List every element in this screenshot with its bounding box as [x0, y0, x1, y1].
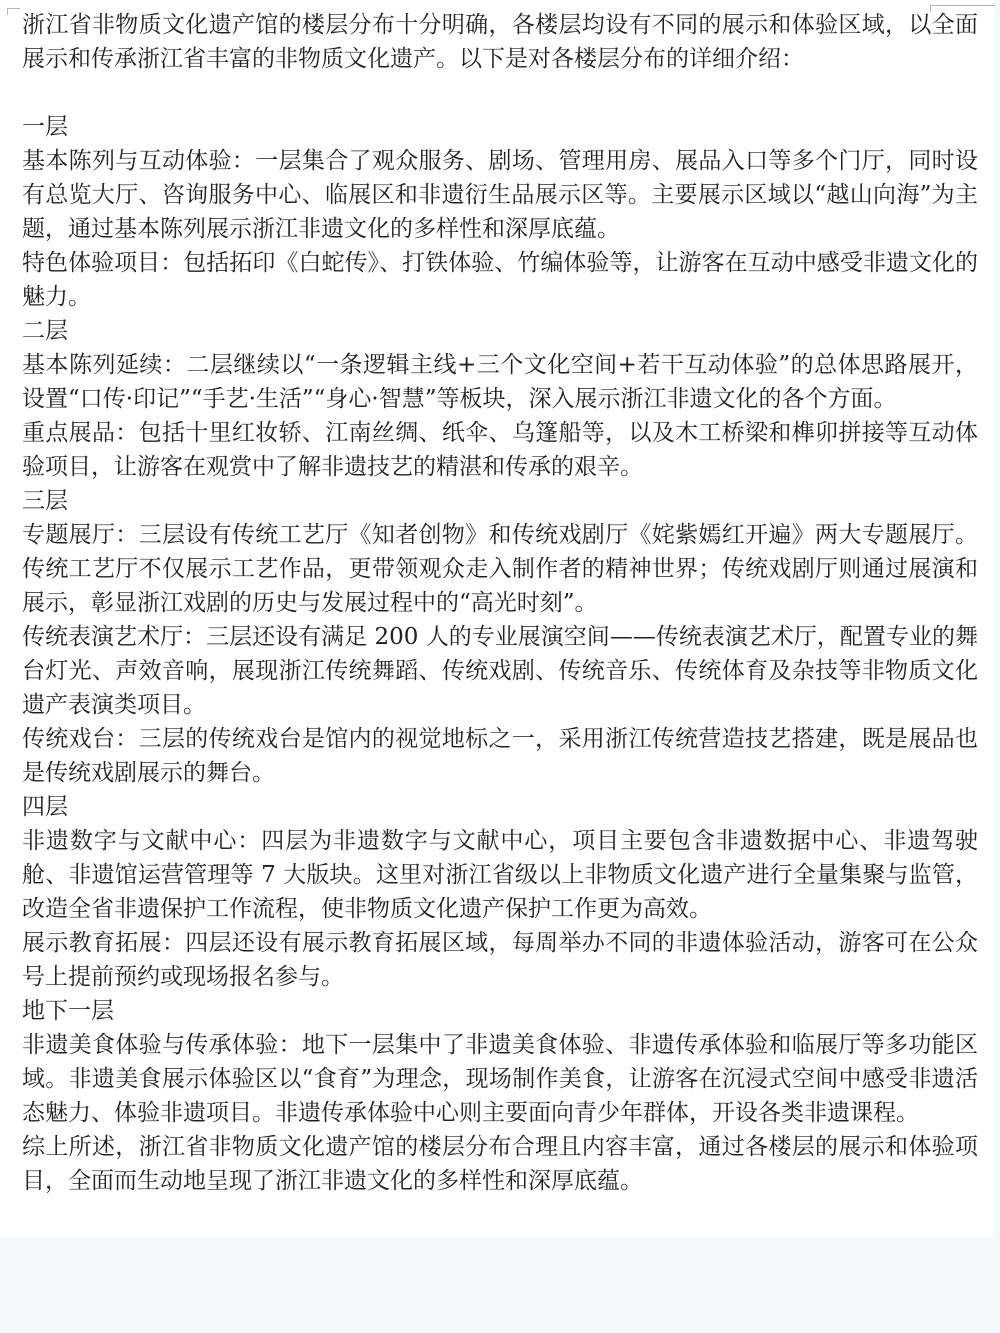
heading-floor-3: 三层: [22, 488, 68, 514]
floor-3-performance-paragraph: 传统表演艺术厅：三层还设有满足 200 人的专业展演空间——传统表演艺术厅，配置专业的舞台灯光、声效音响，展现浙江传统舞蹈、传统戏剧、传统音乐、传统体育及杂技等非物质文化遗产表演类项目。: [22, 624, 978, 718]
floor-3-special-hall-paragraph: 专题展厅：三层设有传统工艺厅《知者创物》和传统戏剧厅《姹紫嫣红开遍》两大专题展厅。传统工艺厅不仅展示工艺作品，更带领观众走入制作者的精神世界；传统戏剧厅则通过展演和展示，彰显浙江戏剧的历史与发展过程中的“高光时刻”。: [22, 522, 978, 616]
floor-2-highlights-paragraph: 重点展品：包括十里红妆轿、江南丝绸、纸伞、乌篷船等，以及木工桥梁和榫卯拼接等互动体验项目，让游客在观赏中了解非遗技艺的精湛和传承的艰辛。: [22, 420, 978, 480]
floor-2-exhibit-paragraph: 基本陈列延续：二层继续以“一条逻辑主线+三个文化空间+若干互动体验”的总体思路展开，设置“口传·印记”“手艺·生活”“身心·智慧”等板块，深入展示浙江非遗文化的各个方面。: [22, 352, 978, 412]
floor-4-digital-paragraph: 非遗数字与文献中心：四层为非遗数字与文献中心，项目主要包含非遗数据中心、非遗驾驶舱、非遗馆运营管理等 7 大版块。这里对浙江省级以上非物质文化遗产进行全量集聚与监管，改造全省非遗保护工作流程，使非物质文化遗产保护工作更为高效。: [22, 828, 978, 922]
floor-1-experience-paragraph: 特色体验项目：包括拓印《白蛇传》、打铁体验、竹编体验等，让游客在互动中感受非遗文化的魅力。: [22, 250, 978, 310]
heading-floor-2: 二层: [22, 318, 68, 344]
heading-basement-1: 地下一层: [22, 998, 114, 1024]
floor-1-exhibit-paragraph: 基本陈列与互动体验：一层集合了观众服务、剧场、管理用房、展品入口等多个门厅，同时设有总览大厅、咨询服务中心、临展区和非遗衍生品展示区等。主要展示区域以“越山向海”为主题，通过基本陈列展示浙江非遗文化的多样性和深厚底蕴。: [22, 148, 978, 242]
heading-floor-1: 一层: [22, 114, 68, 140]
basement-1-food-paragraph: 非遗美食体验与传承体验：地下一层集中了非遗美食体验、非遗传承体验和临展厅等多功能区域。非遗美食展示体验区以“食育”为理念，现场制作美食，让游客在沉浸式空间中感受非遗活态魅力、体验非遗项目。非遗传承体验中心则主要面向青少年群体，开设各类非遗课程。: [22, 1032, 978, 1126]
conclusion-paragraph: 综上所述，浙江省非物质文化遗产馆的楼层分布合理且内容丰富，通过各楼层的展示和体验项目，全面而生动地呈现了浙江非遗文化的多样性和深厚底蕴。: [22, 1134, 978, 1194]
floor-3-stage-paragraph: 传统戏台：三层的传统戏台是馆内的视觉地标之一，采用浙江传统营造技艺搭建，既是展品也是传统戏剧展示的舞台。: [22, 726, 978, 786]
floor-4-education-paragraph: 展示教育拓展：四层还设有展示教育拓展区域，每周举办不同的非遗体验活动，游客可在公众号上提前预约或现场报名参与。: [22, 930, 978, 990]
intro-paragraph: 浙江省非物质文化遗产馆的楼层分布十分明确，各楼层均设有不同的展示和体验区域，以全面展示和传承浙江省丰富的非物质文化遗产。以下是对各楼层分布的详细介绍：: [22, 12, 978, 72]
blank-line: [22, 76, 978, 110]
heading-floor-4: 四层: [22, 794, 68, 820]
